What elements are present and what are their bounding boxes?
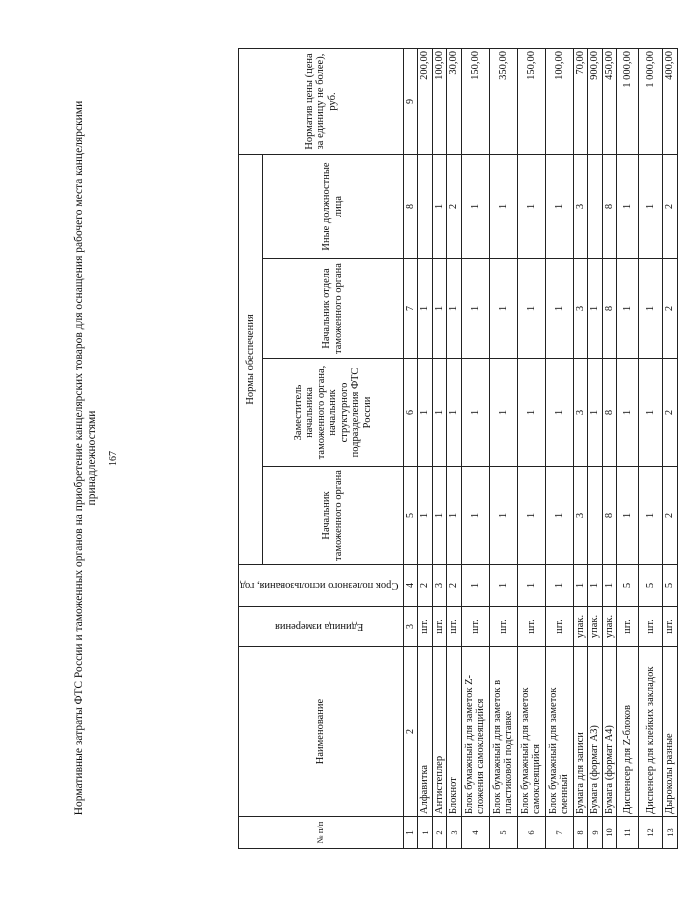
cell-unit: шт. xyxy=(432,607,447,647)
cell-term: 2 xyxy=(447,565,462,607)
header-col7: Начальник отдела таможенного органа xyxy=(262,259,403,359)
header-unit: Единица измерения xyxy=(239,607,404,647)
header-price: Норматив цены (цена за единицу не более), руб. xyxy=(239,49,404,155)
header-col8: Иные должностные лица xyxy=(262,155,403,259)
cell-price: 70,00 xyxy=(573,49,588,155)
cell-price: 200,00 xyxy=(418,49,433,155)
page-number: 167 xyxy=(108,451,119,466)
cell-c7: 1 xyxy=(489,259,517,359)
cell-price: 100,00 xyxy=(432,49,447,155)
cell-c7: 8 xyxy=(602,259,617,359)
cell-unit: шт. xyxy=(545,607,573,647)
table-row xyxy=(517,49,545,849)
cell-c6: 1 xyxy=(517,359,545,467)
cell-c8 xyxy=(418,155,433,259)
cell-n: 1 xyxy=(418,817,433,849)
cell-c7: 1 xyxy=(432,259,447,359)
cell-unit: упак. xyxy=(602,607,617,647)
cell-price: 350,00 xyxy=(489,49,517,155)
cell-term: 1 xyxy=(461,565,489,607)
cell-price: 1 000,00 xyxy=(639,49,663,155)
cell-c6: 1 xyxy=(639,359,663,467)
table-row xyxy=(602,49,617,849)
page-title: Нормативные затраты ФТС России и таможенных органов на приобретение канцелярских товаров для оснащения рабочего места канцелярскими принадлежностями xyxy=(73,100,98,816)
cell-unit: шт. xyxy=(489,607,517,647)
cell-n: 5 xyxy=(489,817,517,849)
cell-unit: упак. xyxy=(588,607,603,647)
header-col5: Начальник таможенного органа xyxy=(262,467,403,565)
cell-c7: 1 xyxy=(588,259,603,359)
table-row xyxy=(573,49,588,849)
cell-c6: 3 xyxy=(573,359,588,467)
cell-price: 30,00 xyxy=(447,49,462,155)
cell-c7: 1 xyxy=(639,259,663,359)
cell-c5: 1 xyxy=(489,467,517,565)
cell-c8: 2 xyxy=(447,155,462,259)
index-cell: 4 xyxy=(403,565,418,607)
cell-c6: 1 xyxy=(489,359,517,467)
cell-c5: 2 xyxy=(663,467,678,565)
cell-c8: 2 xyxy=(663,155,678,259)
index-cell: 3 xyxy=(403,607,418,647)
cell-term: 1 xyxy=(573,565,588,607)
cell-name: Блок бумажный для заметок в пластиковой подставке xyxy=(489,647,517,817)
cell-term: 1 xyxy=(489,565,517,607)
table-row xyxy=(588,49,603,849)
cell-c8: 1 xyxy=(461,155,489,259)
cell-term: 1 xyxy=(602,565,617,607)
header-col6: Заместитель начальника таможенного органа, начальник структурного подразделения ФТС России xyxy=(262,359,403,467)
cell-term: 5 xyxy=(663,565,678,607)
cell-term: 1 xyxy=(517,565,545,607)
cell-c7: 1 xyxy=(447,259,462,359)
cell-unit: шт. xyxy=(639,607,663,647)
cell-c5: 1 xyxy=(517,467,545,565)
cell-n: 10 xyxy=(602,817,617,849)
cell-name: Диспенсер для Z-блоков xyxy=(617,647,639,817)
cell-term: 5 xyxy=(639,565,663,607)
cell-c8: 3 xyxy=(573,155,588,259)
cell-name: Блок бумажный для заметок самоклеящийся xyxy=(517,647,545,817)
cell-c6: 1 xyxy=(588,359,603,467)
table-row xyxy=(639,49,663,849)
index-cell: 1 xyxy=(403,817,418,849)
cell-name: Бумага (формат А3) xyxy=(588,647,603,817)
cell-term: 2 xyxy=(418,565,433,607)
index-cell: 8 xyxy=(403,155,418,259)
index-cell: 9 xyxy=(403,49,418,155)
cell-n: 9 xyxy=(588,817,603,849)
cell-c5: 1 xyxy=(447,467,462,565)
cell-n: 12 xyxy=(639,817,663,849)
table-row xyxy=(663,49,678,849)
norms-table xyxy=(238,48,678,849)
norms-table-wrapper xyxy=(238,49,676,849)
cell-c8: 1 xyxy=(617,155,639,259)
cell-n: 8 xyxy=(573,817,588,849)
cell-unit: упак. xyxy=(573,607,588,647)
index-cell: 2 xyxy=(403,647,418,817)
cell-term: 1 xyxy=(545,565,573,607)
cell-c5: 1 xyxy=(545,467,573,565)
cell-n: 13 xyxy=(663,817,678,849)
cell-n: 2 xyxy=(432,817,447,849)
cell-c5: 8 xyxy=(602,467,617,565)
cell-c7: 2 xyxy=(663,259,678,359)
header-num: № п/п xyxy=(239,817,404,849)
cell-c8: 1 xyxy=(545,155,573,259)
cell-unit: шт. xyxy=(663,607,678,647)
cell-name: Дыроколы разные xyxy=(663,647,678,817)
cell-name: Алфавитка xyxy=(418,647,433,817)
cell-c6: 8 xyxy=(602,359,617,467)
cell-c8: 1 xyxy=(639,155,663,259)
cell-unit: шт. xyxy=(447,607,462,647)
table-row xyxy=(489,49,517,849)
cell-c5 xyxy=(588,467,603,565)
cell-name: Блок бумажный для заметок сменный xyxy=(545,647,573,817)
cell-n: 3 xyxy=(447,817,462,849)
table-row xyxy=(447,49,462,849)
cell-n: 6 xyxy=(517,817,545,849)
table-row xyxy=(432,49,447,849)
cell-c5: 1 xyxy=(418,467,433,565)
index-cell: 6 xyxy=(403,359,418,467)
cell-term: 1 xyxy=(588,565,603,607)
cell-c7: 3 xyxy=(573,259,588,359)
cell-price: 150,00 xyxy=(461,49,489,155)
cell-n: 4 xyxy=(461,817,489,849)
cell-c8: 8 xyxy=(602,155,617,259)
cell-price: 450,00 xyxy=(602,49,617,155)
cell-c6: 1 xyxy=(545,359,573,467)
cell-n: 7 xyxy=(545,817,573,849)
cell-c5: 1 xyxy=(617,467,639,565)
cell-c8: 1 xyxy=(517,155,545,259)
cell-c6: 1 xyxy=(418,359,433,467)
cell-price: 400,00 xyxy=(663,49,678,155)
cell-unit: шт. xyxy=(461,607,489,647)
table-row xyxy=(617,49,639,849)
cell-c8: 1 xyxy=(432,155,447,259)
cell-c7: 1 xyxy=(517,259,545,359)
cell-c5: 1 xyxy=(432,467,447,565)
cell-price: 100,00 xyxy=(545,49,573,155)
cell-c7: 1 xyxy=(418,259,433,359)
cell-name: Диспенсер для клейких закладок xyxy=(639,647,663,817)
cell-term: 3 xyxy=(432,565,447,607)
index-cell: 5 xyxy=(403,467,418,565)
cell-c8 xyxy=(588,155,603,259)
cell-c7: 1 xyxy=(461,259,489,359)
cell-n: 11 xyxy=(617,817,639,849)
cell-unit: шт. xyxy=(617,607,639,647)
cell-c6: 2 xyxy=(663,359,678,467)
cell-name: Бумага (формат А4) xyxy=(602,647,617,817)
index-row xyxy=(403,49,418,849)
cell-name: Бумага для записи xyxy=(573,647,588,817)
cell-name: Антистеплер xyxy=(432,647,447,817)
cell-c7: 1 xyxy=(617,259,639,359)
cell-c7: 1 xyxy=(545,259,573,359)
cell-c6: 1 xyxy=(461,359,489,467)
index-cell: 7 xyxy=(403,259,418,359)
header-term: Срок полезного использования, год xyxy=(239,565,404,607)
cell-c5: 1 xyxy=(639,467,663,565)
cell-unit: шт. xyxy=(517,607,545,647)
cell-term: 5 xyxy=(617,565,639,607)
header-name: Наименование xyxy=(239,647,404,817)
cell-c6: 1 xyxy=(447,359,462,467)
table-row xyxy=(461,49,489,849)
cell-c8: 1 xyxy=(489,155,517,259)
table-row xyxy=(418,49,433,849)
cell-name: Блокнот xyxy=(447,647,462,817)
cell-unit: шт. xyxy=(418,607,433,647)
cell-name: Блок бумажный для заметок Z-сложения самоклеящийся xyxy=(461,647,489,817)
cell-c6: 1 xyxy=(432,359,447,467)
table-row xyxy=(545,49,573,849)
cell-c5: 3 xyxy=(573,467,588,565)
cell-price: 1 000,00 xyxy=(617,49,639,155)
cell-c6: 1 xyxy=(617,359,639,467)
header-norms: Нормы обеспечения xyxy=(239,155,263,565)
cell-c5: 1 xyxy=(461,467,489,565)
cell-price: 150,00 xyxy=(517,49,545,155)
cell-price: 900,00 xyxy=(588,49,603,155)
